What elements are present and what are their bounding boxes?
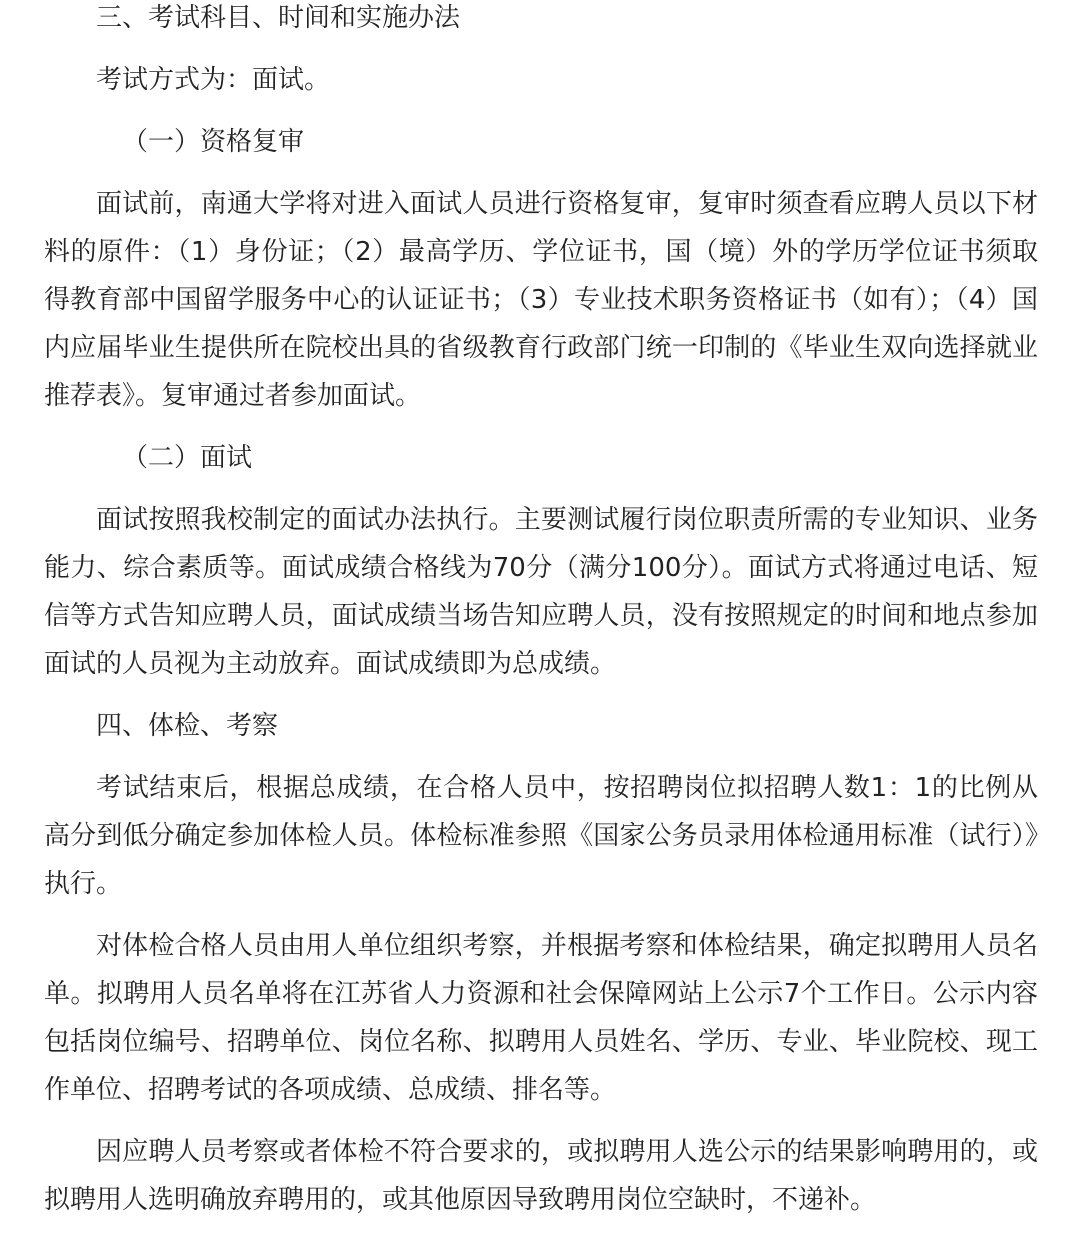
physical-exam-paragraph: 考试结束后，根据总成绩，在合格人员中，按招聘岗位拟招聘人数1：1的比例从高分到低分确定参加体检人员。体检标准参照《国家公务员录用体检通用标准（试行）》执行。	[44, 773, 1038, 899]
interview-paragraph: 面试按照我校制定的面试办法执行。主要测试履行岗位职责所需的专业知识、业务能力、综合素质等。面试成绩合格线为70分（满分100分）。面试方式将通过电话、短信等方式告知应聘人员，面试成绩当场告知应聘人员，没有按照规定的时间和地点参加面试的人员视为主动放弃。面试成绩即为总成绩。	[44, 505, 1038, 679]
exam-method-paragraph: 考试方式为：面试。	[96, 65, 331, 95]
no-replacement-paragraph: 因应聘人员考察或者体检不符合要求的，或拟聘用人选公示的结果影响聘用的，或拟聘用人选明确放弃聘用的，或其他原因导致聘用岗位空缺时，不递补。	[44, 1137, 1038, 1215]
subsection-1-title: （一）资格复审	[122, 127, 305, 157]
section-4-title: 四、体检、考察	[96, 711, 279, 741]
qualification-review-paragraph: 面试前，南通大学将对进入面试人员进行资格复审，复审时须查看应聘人员以下材料的原件：（1）身份证；（2）最高学历、学位证书，国（境）外的学历学位证书须取得教育部中国留学服务中心的认证证书；（3）专业技术职务资格证书（如有）；（4）国内应届毕业生提供所在院校出具的省级教育行政部门统一印制的《毕业生双向选择就业推荐表》。复审通过者参加面试。	[44, 189, 1038, 411]
section-3-title: 三、考试科目、时间和实施办法	[96, 3, 461, 33]
subsection-2-title: （二）面试	[122, 443, 253, 473]
inspection-publicity-paragraph: 对体检合格人员由用人单位组织考察，并根据考察和体检结果，确定拟聘用人员名单。拟聘用人员名单将在江苏省人力资源和社会保障网站上公示7个工作日。公示内容包括岗位编号、招聘单位、岗位名称、拟聘用人员姓名、学历、专业、毕业院校、现工作单位、招聘考试的各项成绩、总成绩、排名等。	[44, 931, 1038, 1105]
